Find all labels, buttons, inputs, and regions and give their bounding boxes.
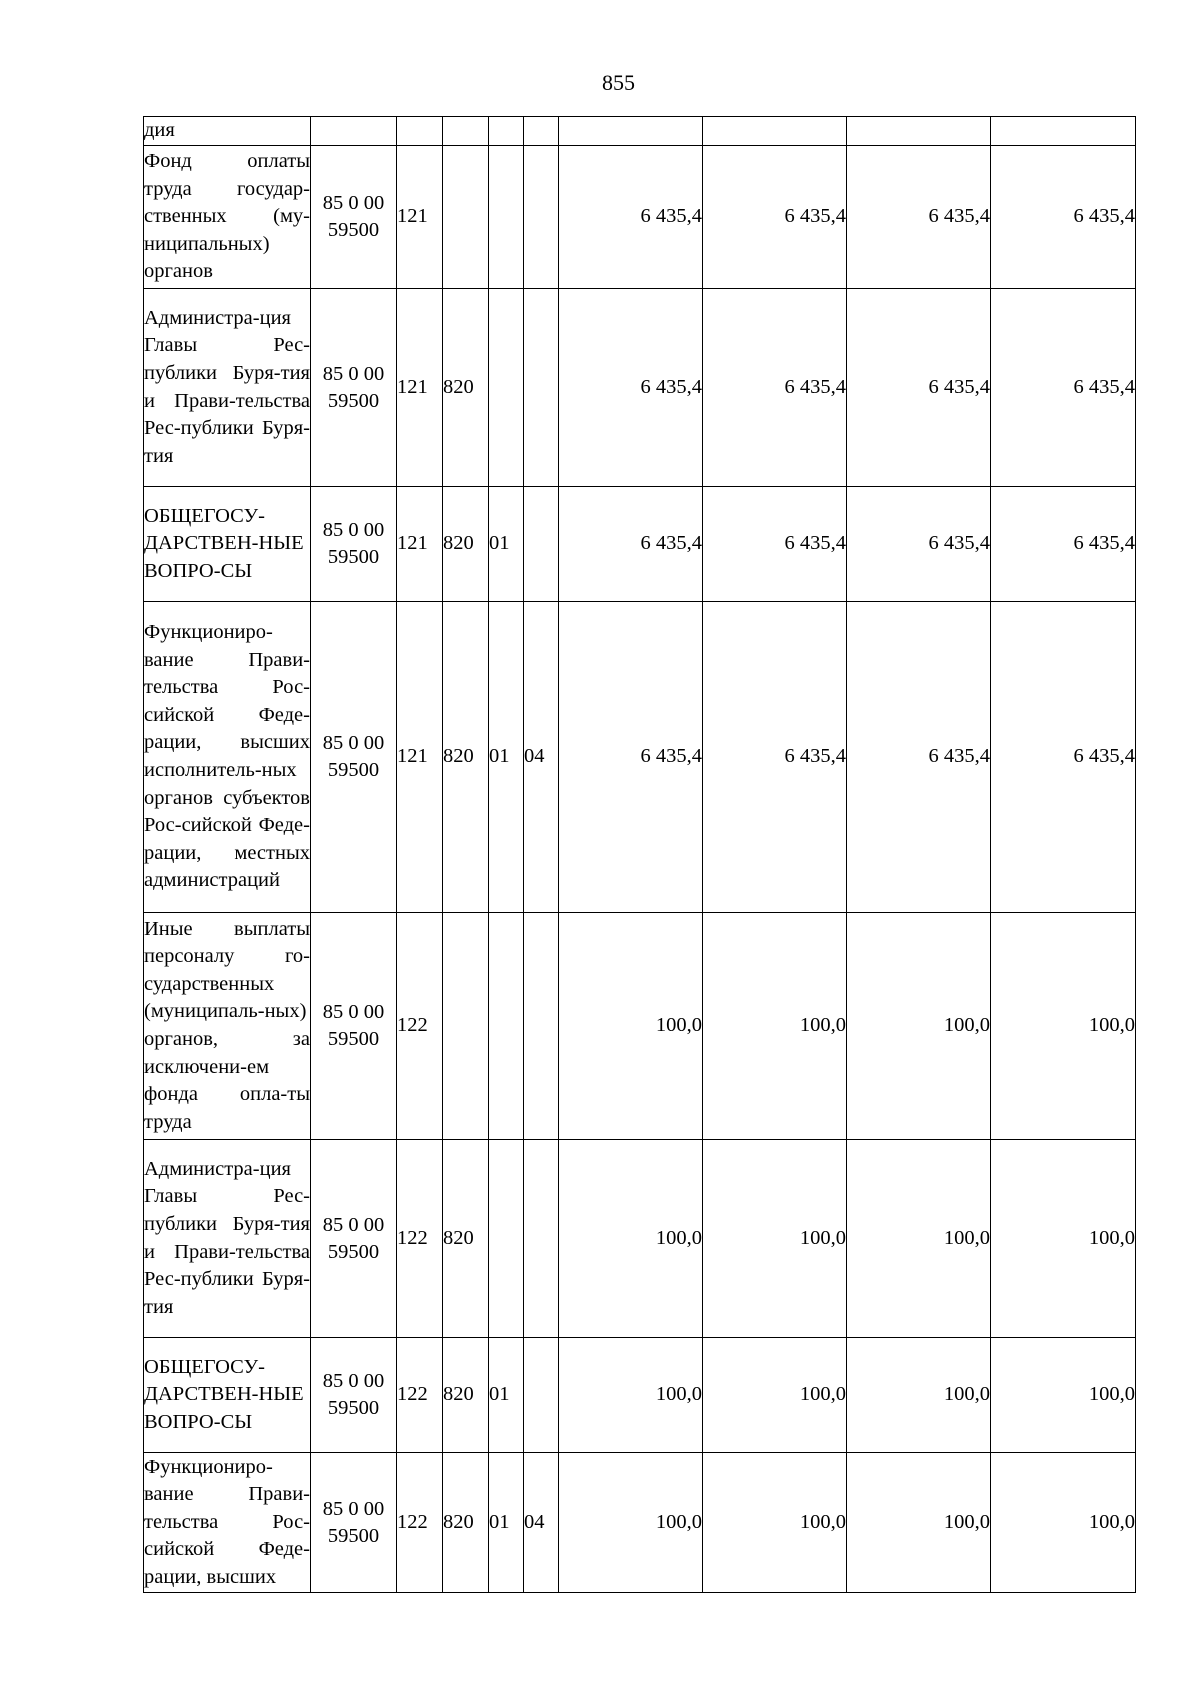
expense-type-code: [397, 117, 443, 146]
section-code: [489, 289, 524, 487]
expense-type-code: 122: [397, 1338, 443, 1453]
amount-col-2: 6 435,4: [703, 602, 847, 913]
amount-col-3: [847, 117, 991, 146]
subsection-code: [524, 117, 559, 146]
target-article-code: [311, 117, 397, 146]
section-code: 01: [489, 602, 524, 913]
target-article-code: 85 0 00 59500: [311, 487, 397, 602]
row-name: ОБЩЕГОСУ-ДАРСТВЕН-НЫЕ ВОПРО-СЫ: [144, 1338, 311, 1453]
amount-col-3: 6 435,4: [847, 602, 991, 913]
row-name: Администра-ция Главы Рес-публики Буря-тия и Прави-тельства Рес-публики Буря-тия: [144, 1140, 311, 1338]
expense-type-code: 122: [397, 1453, 443, 1593]
amount-col-4: 100,0: [991, 1140, 1136, 1338]
amount-col-4: 6 435,4: [991, 602, 1136, 913]
amount-col-2: 6 435,4: [703, 289, 847, 487]
row-name: Иные выплаты персоналу го-сударственных (муниципаль-ных) органов, за исключени-ем фонда опла-ты труда: [144, 913, 311, 1140]
amount-col-4: 6 435,4: [991, 289, 1136, 487]
amount-col-1: 100,0: [559, 1140, 703, 1338]
amount-col-4: 100,0: [991, 913, 1136, 1140]
target-article-code: 85 0 00 59500: [311, 289, 397, 487]
section-code: 01: [489, 1453, 524, 1593]
row-name: Функциониро-вание Прави-тельства Рос-сийской Феде-рации, высших: [144, 1453, 311, 1593]
amount-col-3: 6 435,4: [847, 146, 991, 289]
target-article-code: 85 0 00 59500: [311, 602, 397, 913]
subsection-code: 04: [524, 602, 559, 913]
page-number: 855: [602, 70, 635, 95]
amount-col-2: 100,0: [703, 1453, 847, 1593]
row-name: Администра-ция Главы Рес-публики Буря-тия и Прави-тельства Рес-публики Буря-тия: [144, 289, 311, 487]
administrator-code: 820: [443, 1140, 489, 1338]
row-name: Функциониро-вание Прави-тельства Рос-сийской Феде-рации, высших исполнитель-ных органов субъектов Рос-сийской Феде-рации, местных администраций: [144, 602, 311, 913]
row-name: Фонд оплаты труда государ-ственных (му-ниципальных) органов: [144, 146, 311, 289]
amount-col-2: 100,0: [703, 1338, 847, 1453]
subsection-code: [524, 146, 559, 289]
subsection-code: 04: [524, 1453, 559, 1593]
amount-col-1: 6 435,4: [559, 487, 703, 602]
amount-col-1: 100,0: [559, 1453, 703, 1593]
subsection-code: [524, 1140, 559, 1338]
target-article-code: 85 0 00 59500: [311, 913, 397, 1140]
amount-col-1: 6 435,4: [559, 602, 703, 913]
amount-col-4: 6 435,4: [991, 146, 1136, 289]
section-code: 01: [489, 487, 524, 602]
amount-col-4: 100,0: [991, 1453, 1136, 1593]
amount-col-2: [703, 117, 847, 146]
table-row: [144, 146, 1136, 289]
target-article-code: 85 0 00 59500: [311, 1140, 397, 1338]
administrator-code: [443, 913, 489, 1140]
expense-type-code: 121: [397, 146, 443, 289]
table-row: [144, 289, 1136, 487]
section-code: [489, 146, 524, 289]
administrator-code: [443, 146, 489, 289]
amount-col-1: 100,0: [559, 913, 703, 1140]
row-name: дия: [144, 117, 311, 146]
expense-type-code: 122: [397, 913, 443, 1140]
budget-table: [143, 116, 1136, 1593]
amount-col-3: 100,0: [847, 1453, 991, 1593]
amount-col-1: [559, 117, 703, 146]
subsection-code: [524, 913, 559, 1140]
administrator-code: 820: [443, 487, 489, 602]
table-row: [144, 1338, 1136, 1453]
expense-type-code: 121: [397, 487, 443, 602]
amount-col-3: 100,0: [847, 913, 991, 1140]
expense-type-code: 121: [397, 602, 443, 913]
amount-col-3: 100,0: [847, 1338, 991, 1453]
target-article-code: 85 0 00 59500: [311, 1338, 397, 1453]
section-code: [489, 1140, 524, 1338]
expense-type-code: 122: [397, 1140, 443, 1338]
row-name: ОБЩЕГОСУ-ДАРСТВЕН-НЫЕ ВОПРО-СЫ: [144, 487, 311, 602]
section-code: [489, 913, 524, 1140]
amount-col-3: 100,0: [847, 1140, 991, 1338]
section-code: 01: [489, 1338, 524, 1453]
subsection-code: [524, 487, 559, 602]
target-article-code: 85 0 00 59500: [311, 146, 397, 289]
administrator-code: 820: [443, 1453, 489, 1593]
administrator-code: 820: [443, 1338, 489, 1453]
amount-col-4: 6 435,4: [991, 487, 1136, 602]
amount-col-2: 100,0: [703, 913, 847, 1140]
table-row: [144, 1140, 1136, 1338]
amount-col-4: [991, 117, 1136, 146]
administrator-code: [443, 117, 489, 146]
amount-col-1: 6 435,4: [559, 146, 703, 289]
section-code: [489, 117, 524, 146]
amount-col-2: 100,0: [703, 1140, 847, 1338]
amount-col-3: 6 435,4: [847, 487, 991, 602]
table-row: [144, 602, 1136, 913]
table-row: [144, 487, 1136, 602]
subsection-code: [524, 1338, 559, 1453]
table-row: [144, 1453, 1136, 1593]
amount-col-1: 100,0: [559, 1338, 703, 1453]
amount-col-4: 100,0: [991, 1338, 1136, 1453]
administrator-code: 820: [443, 289, 489, 487]
administrator-code: 820: [443, 602, 489, 913]
subsection-code: [524, 289, 559, 487]
target-article-code: 85 0 00 59500: [311, 1453, 397, 1593]
amount-col-1: 6 435,4: [559, 289, 703, 487]
amount-col-2: 6 435,4: [703, 487, 847, 602]
expense-type-code: 121: [397, 289, 443, 487]
table-row: [144, 117, 1136, 146]
table-row: [144, 913, 1136, 1140]
amount-col-3: 6 435,4: [847, 289, 991, 487]
amount-col-2: 6 435,4: [703, 146, 847, 289]
